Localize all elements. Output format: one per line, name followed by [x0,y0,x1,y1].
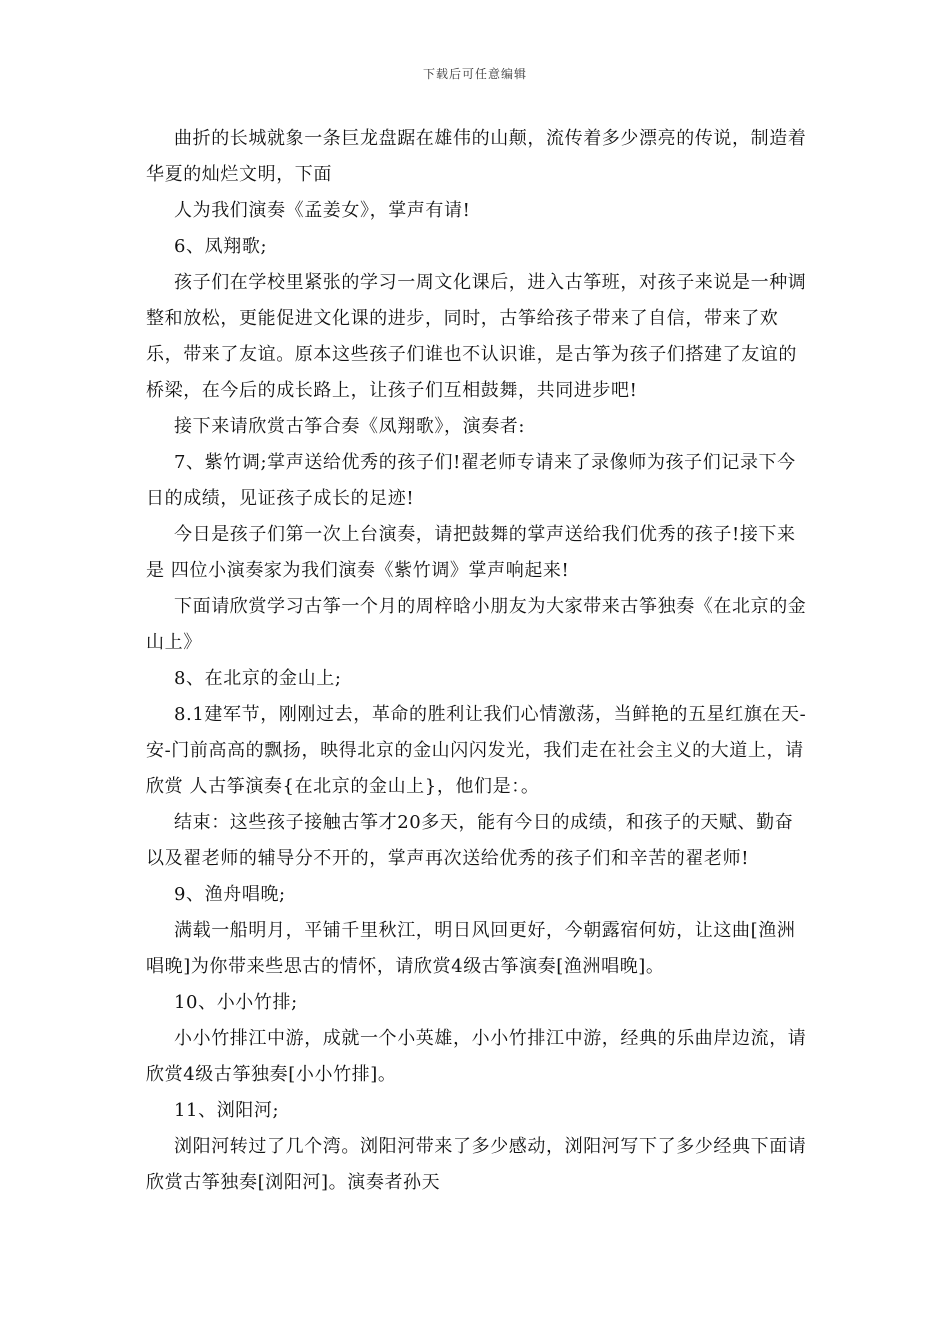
paragraph: 今日是孩子们第一次上台演奏，请把鼓舞的掌声送给我们优秀的孩子!接下来是 四位小演奏家为我们演奏《紫竹调》掌声响起来! [146,524,796,581]
section-heading: 6、凤翔歌; [174,236,268,257]
paragraph: 曲折的长城就象一条巨龙盘踞在雄伟的山颠，流传着多少漂亮的传说，制造着华夏的灿烂文明，下面 [146,128,807,185]
section-heading: 10、小小竹排; [174,992,298,1013]
page-header: 下载后可任意编辑 [422,67,527,81]
paragraph: 7、紫竹调;掌声送给优秀的孩子们!翟老师专请来了录像师为孩子们记录下今日的成绩，见证孩子成长的足迹! [146,452,796,509]
section-heading: 11、浏阳河; [174,1100,280,1121]
paragraph: 结束：这些孩子接触古筝才20多天，能有今日的成绩，和孩子的天赋、勤奋以及翟老师的辅导分不开的，掌声再次送给优秀的孩子们和辛苦的翟老师! [146,812,794,869]
paragraph: 小小竹排江中游，成就一个小英雄，小小竹排江中游，经典的乐曲岸边流，请欣赏4级古筝独奏[小小竹排]。 [146,1028,807,1085]
paragraph: 人为我们演奏《孟姜女》，掌声有请! [174,200,471,221]
paragraph: 满载一船明月，平铺千里秋江，明日风回更好，今朝露宿何妨，让这曲[渔洲唱晚]为你带来些思古的情怀，请欣赏4级古筝演奏[渔洲唱晚]。 [146,920,796,977]
section-heading: 8、在北京的金山上; [174,668,342,689]
paragraph: 接下来请欣赏古筝合奏《凤翔歌》，演奏者: [174,416,526,437]
paragraph: 孩子们在学校里紧张的学习一周文化课后，进入古筝班，对孩子来说是一种调整和放松，更能促进文化课的进步，同时，古筝给孩子带来了自信，带来了欢乐，带来了友谊。原本这些孩子们谁也不认识谁，是古筝为孩子们搭建了友谊的桥梁，在今后的成长路上，让孩子们互相鼓舞，共同进步吧! [146,272,807,401]
document-body [146,121,810,1201]
section-heading: 9、渔舟唱晚; [174,884,286,905]
paragraph: 下面请欣赏学习古筝一个月的周梓晗小朋友为大家带来古筝独奏《在北京的金山上》 [146,596,807,653]
paragraph: 浏阳河转过了几个湾。浏阳河带来了多少感动，浏阳河写下了多少经典下面请欣赏古筝独奏[浏阳河]。演奏者孙天 [146,1136,807,1193]
paragraph: 8.1建军节，刚刚过去，革命的胜利让我们心情激荡，当鲜艳的五星红旗在天-安-门前高高的飘扬，映得北京的金山闪闪发光，我们走在社会主义的大道上，请欣赏 人古筝演奏{在北京的金山上}，他们是：。 [146,704,807,797]
